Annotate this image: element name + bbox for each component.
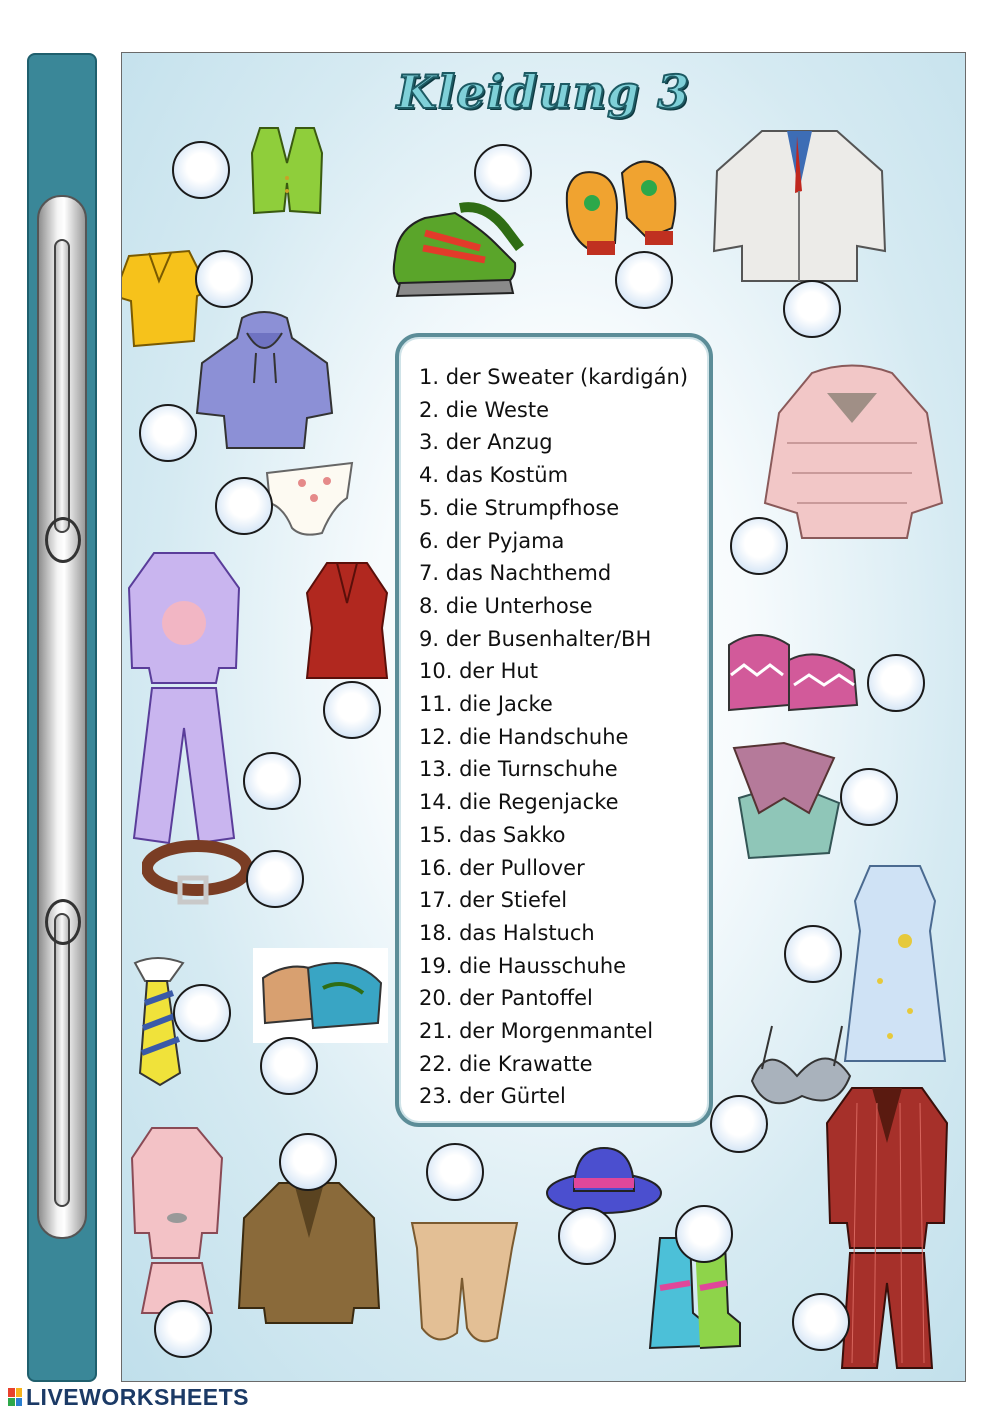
word-item: 1. der Sweater (kardigán) <box>419 365 689 389</box>
word-item: 10. der Hut <box>419 659 538 684</box>
answer-circle-18[interactable] <box>279 1133 337 1191</box>
answer-circle-11[interactable] <box>243 752 301 810</box>
answer-circle-23[interactable] <box>792 1293 850 1351</box>
word-item: 13. die Turnschuhe <box>419 757 618 782</box>
word-item: 11. die Jacke <box>419 692 553 717</box>
worksheet-panel <box>121 52 966 1382</box>
page-title: Kleidung 3 <box>396 65 691 119</box>
answer-circle-5[interactable] <box>783 280 841 338</box>
womens-suit-icon <box>127 1123 232 1318</box>
puffer-jacket-icon <box>757 363 947 543</box>
footer-brand: LIVEWORKSHEETS <box>26 1383 249 1410</box>
answer-circle-7[interactable] <box>215 477 273 535</box>
answer-circle-13[interactable] <box>246 850 304 908</box>
slippers-icon <box>719 625 864 720</box>
tights-icon <box>407 1218 522 1353</box>
answer-circle-21[interactable] <box>675 1205 733 1263</box>
answer-circle-16[interactable] <box>260 1037 318 1095</box>
word-item: 5. die Strumpfhose <box>419 495 620 520</box>
belt-icon <box>142 833 257 913</box>
answer-circle-6[interactable] <box>139 404 197 462</box>
scarf-icon <box>729 738 844 863</box>
word-item: 18. das Halstuch <box>419 920 595 945</box>
cardigan-icon <box>707 121 892 286</box>
answer-circle-1[interactable] <box>172 141 230 199</box>
word-item: 20. der Pantoffel <box>419 986 593 1011</box>
answer-circle-15[interactable] <box>173 984 231 1042</box>
mittens-icon <box>557 153 692 268</box>
word-item: 22. die Krawatte <box>419 1051 593 1076</box>
word-item: 15. das Sakko <box>419 822 566 847</box>
rail-slot-lower <box>54 913 70 1207</box>
answer-circle-10[interactable] <box>323 681 381 739</box>
clogs-icon <box>253 948 388 1043</box>
word-item: 14. die Regenjacke <box>419 790 619 815</box>
bathrobe-icon <box>302 558 392 683</box>
word-item: 8. die Unterhose <box>419 593 593 618</box>
word-item: 6. der Pyjama <box>419 528 565 553</box>
vest-icon <box>240 123 335 218</box>
binder-strip <box>27 53 97 1382</box>
word-item: 16. der Pullover <box>419 855 585 880</box>
word-list-box <box>395 333 713 1127</box>
word-list <box>419 361 688 1113</box>
word-item: 9. der Busenhalter/BH <box>419 626 652 651</box>
word-item: 4. das Kostüm <box>419 463 569 488</box>
liveworksheets-logo-icon <box>8 1388 22 1406</box>
word-item: 17. der Stiefel <box>419 888 568 913</box>
answer-circle-9[interactable] <box>867 654 925 712</box>
footer-logo[interactable] <box>8 1384 249 1410</box>
word-item: 19. die Hausschuhe <box>419 953 627 978</box>
hoodie-icon <box>192 308 337 453</box>
answer-circle-17[interactable] <box>710 1095 768 1153</box>
binder-ring-lower <box>45 899 81 945</box>
word-item: 3. der Anzug <box>419 430 553 455</box>
word-item: 12. die Handschuhe <box>419 724 629 749</box>
pajama-icon <box>124 548 244 848</box>
answer-circle-20[interactable] <box>558 1207 616 1265</box>
answer-circle-8[interactable] <box>730 517 788 575</box>
answer-circle-14[interactable] <box>784 925 842 983</box>
word-item: 7. das Nachthemd <box>419 561 612 586</box>
rail-slot-upper <box>54 239 70 533</box>
binder-ring-upper <box>45 517 81 563</box>
answer-circle-22[interactable] <box>154 1300 212 1358</box>
word-item: 23. der Gürtel <box>419 1084 566 1109</box>
sneakers-icon <box>385 188 525 308</box>
word-item: 21. der Morgenmantel <box>419 1019 654 1044</box>
answer-circle-3[interactable] <box>195 250 253 308</box>
blazer-icon <box>234 1178 384 1328</box>
binder-rail <box>37 195 87 1239</box>
answer-circle-2[interactable] <box>474 144 532 202</box>
answer-circle-19[interactable] <box>426 1143 484 1201</box>
word-item: 2. die Weste <box>419 397 550 422</box>
answer-circle-4[interactable] <box>615 251 673 309</box>
answer-circle-12[interactable] <box>840 768 898 826</box>
underpants-icon <box>262 453 357 548</box>
hat-icon <box>544 1143 664 1218</box>
